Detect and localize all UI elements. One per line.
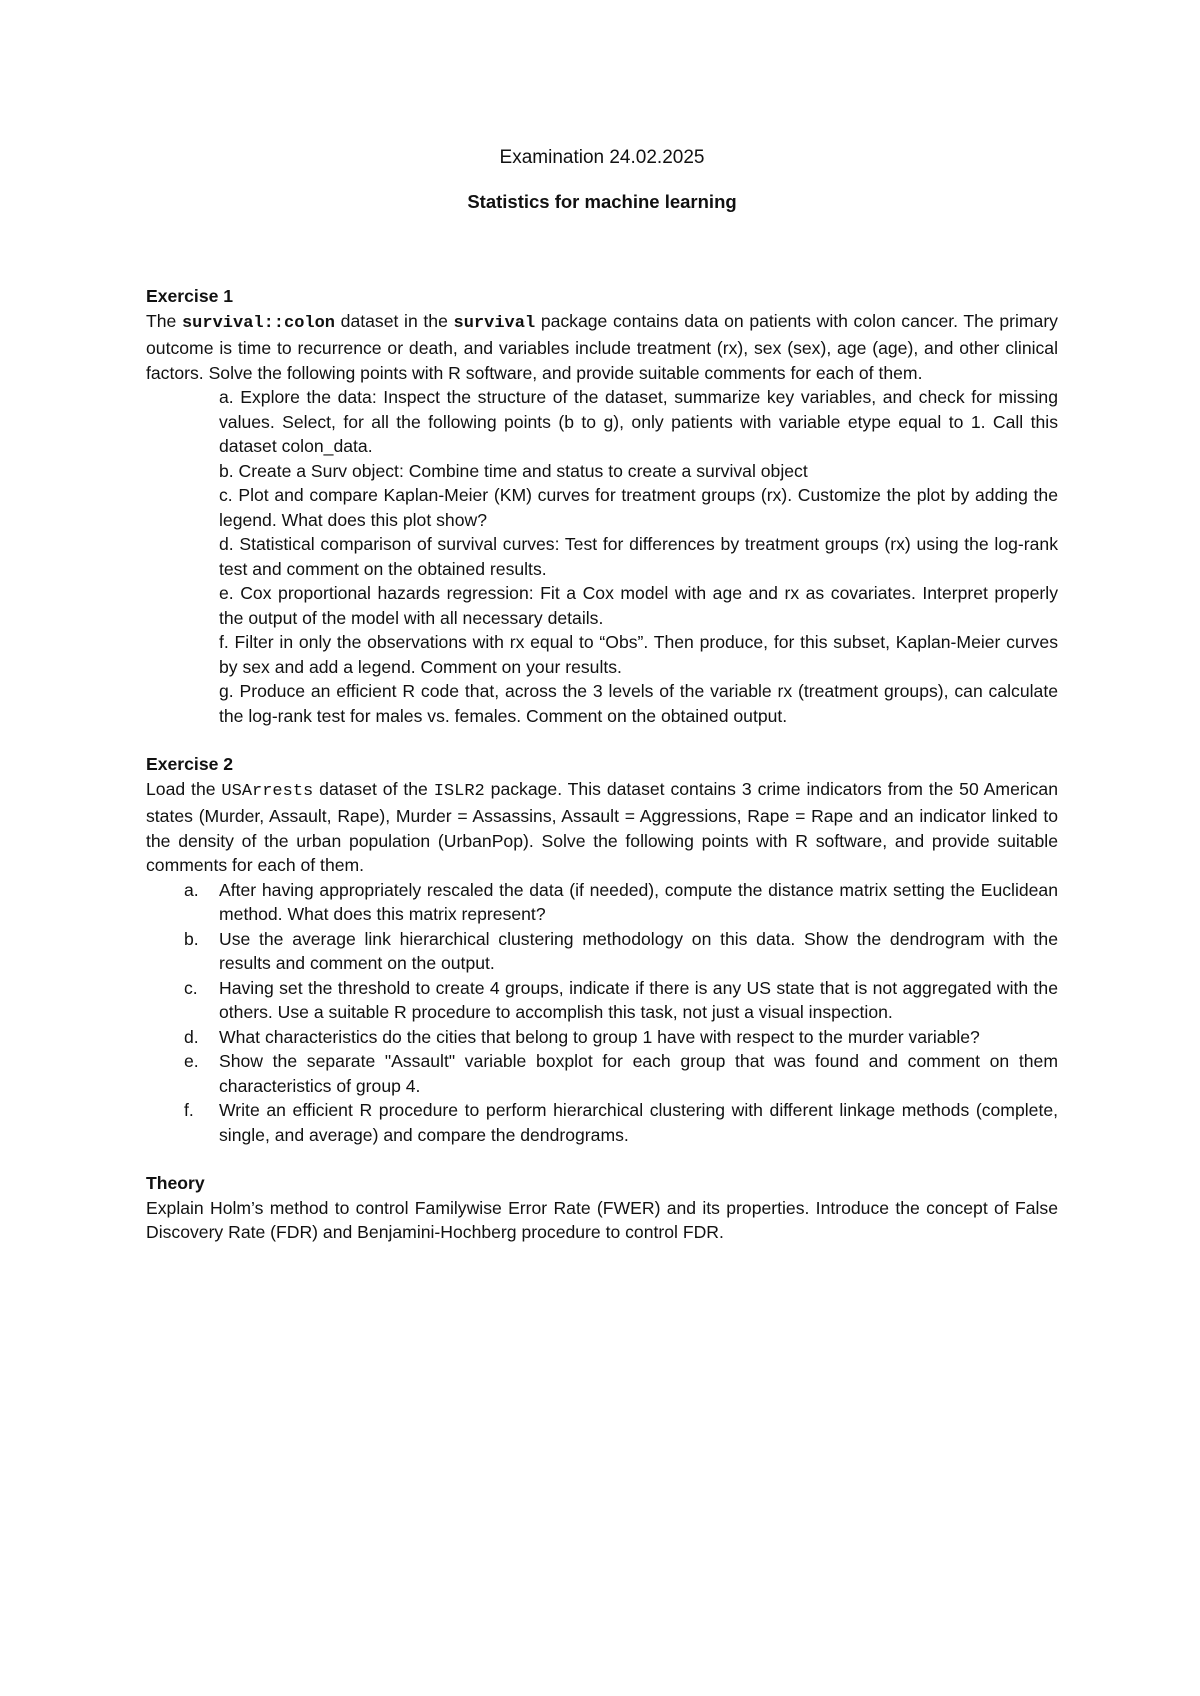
list-item — [146, 1098, 1058, 1147]
intro-text: Load the — [146, 778, 222, 799]
intro-text: dataset of the — [313, 778, 434, 799]
exam-title: Examination 24.02.2025 — [499, 147, 705, 168]
exercise-1-item-a: a. Explore the data: Inspect the structure of the dataset, summarize key variables, and check for missing values. Select, for all the following points (b to g), only patients with variable etype equal to 1. Call this dataset colon_data. — [219, 387, 1058, 456]
item-marker: e. — [184, 1051, 199, 1071]
exercise-2-heading: Exercise 2 — [146, 754, 234, 774]
exercise-1-item-g: g. Produce an efficient R code that, across the 3 levels of the variable rx (treatment groups), can calculate the log-rank test for males vs. females. Comment on the obtained output. — [219, 681, 1058, 726]
exercise-1-intro — [146, 309, 1058, 386]
exercise-2-items — [146, 878, 1058, 1148]
exercise-1-item-c: c. Plot and compare Kaplan-Meier (KM) curves for treatment groups (rx). Customize the plot by adding the legend. What does this plot show? — [219, 485, 1058, 530]
item-text: What characteristics do the cities that belong to group 1 have with respect to the murder variable? — [219, 1026, 980, 1047]
intro-text: dataset in the — [335, 310, 454, 331]
list-item — [146, 1049, 1058, 1098]
inline-code: ISLR2 — [433, 781, 485, 801]
exercise-1-item-d: d. Statistical comparison of survival curves: Test for differences by treatment groups (rx) using the log-rank test and comment on the obtained results. — [219, 534, 1058, 579]
item-text: Having set the threshold to create 4 groups, indicate if there is any US state that is not aggregated with the others. Use a suitable R procedure to accomplish this task, not just a visual inspection. — [219, 977, 1058, 1022]
item-marker: a. — [184, 879, 199, 900]
exercise-1-heading: Exercise 1 — [146, 286, 234, 306]
exercise-1-item-b: b. Create a Surv object: Combine time and status to create a survival object — [219, 460, 808, 481]
theory-heading: Theory — [146, 1173, 205, 1193]
item-text: Use the average link hierarchical clustering methodology on this data. Show the dendrogram with the results and comment on the output. — [219, 928, 1058, 973]
list-item — [146, 878, 1058, 927]
exercise-1-items — [146, 385, 1058, 728]
inline-code: USArrests — [221, 781, 314, 801]
item-marker: b. — [184, 928, 199, 949]
course-title: Statistics for machine learning — [467, 191, 737, 212]
inline-code: survival::colon — [181, 313, 336, 333]
exercise-2 — [146, 752, 1058, 1147]
item-text: After having appropriately rescaled the data (if needed), compute the distance matrix setting the Euclidean method. What does this matrix represent? — [219, 879, 1058, 924]
item-text: Show the separate "Assault" variable boxplot for each group that was found and comment on them characteristics of group 4. — [219, 1051, 1058, 1096]
exam-document — [146, 140, 1058, 1245]
theory-text: Explain Holm’s method to control Familywise Error Rate (FWER) and its properties. Introduce the concept of False Discovery Rate (FDR) and Benjamini-Hochberg procedure to control FDR. — [146, 1197, 1058, 1242]
item-marker: c. — [184, 977, 198, 998]
item-text: Write an efficient R procedure to perform hierarchical clustering with different linkage methods (complete, single, and average) and compare the dendrograms. — [219, 1100, 1058, 1145]
list-item — [146, 976, 1058, 1025]
item-marker: f. — [184, 1100, 194, 1120]
exercise-1-item-e: e. Cox proportional hazards regression: Fit a Cox model with age and rx as covariates. Interpret properly the output of the model with all necessary details. — [219, 583, 1058, 628]
intro-text: package. This dataset contains 3 crime indicators from the 50 American states (Murder, Assault, Rape), Murder = Assassins, Assault = Aggressions, Rape = Rape and an indicator linked to the density of the urban population (UrbanPop). Solve the following points with R software, and provide suitable comments for each of them. — [146, 778, 1058, 875]
item-marker: d. — [184, 1026, 199, 1047]
list-item — [146, 927, 1058, 976]
list-item — [146, 1025, 1058, 1050]
exercise-2-intro — [146, 777, 1058, 878]
intro-text: The — [146, 310, 182, 331]
inline-code: survival — [453, 313, 536, 333]
theory-section — [146, 1171, 1058, 1245]
exercise-1 — [146, 284, 1058, 728]
exercise-1-item-f: f. Filter in only the observations with rx equal to “Obs”. Then produce, for this subset, Kaplan-Meier curves by sex and add a legend. Comment on your results. — [219, 632, 1058, 677]
intro-text: package contains data on patients with colon cancer. The primary outcome is time to recurrence or death, and variables include treatment (rx), sex (sex), age (age), and other clinical factors. Solve the following points with R software, and provide suitable comments for each of them. — [146, 310, 1058, 383]
